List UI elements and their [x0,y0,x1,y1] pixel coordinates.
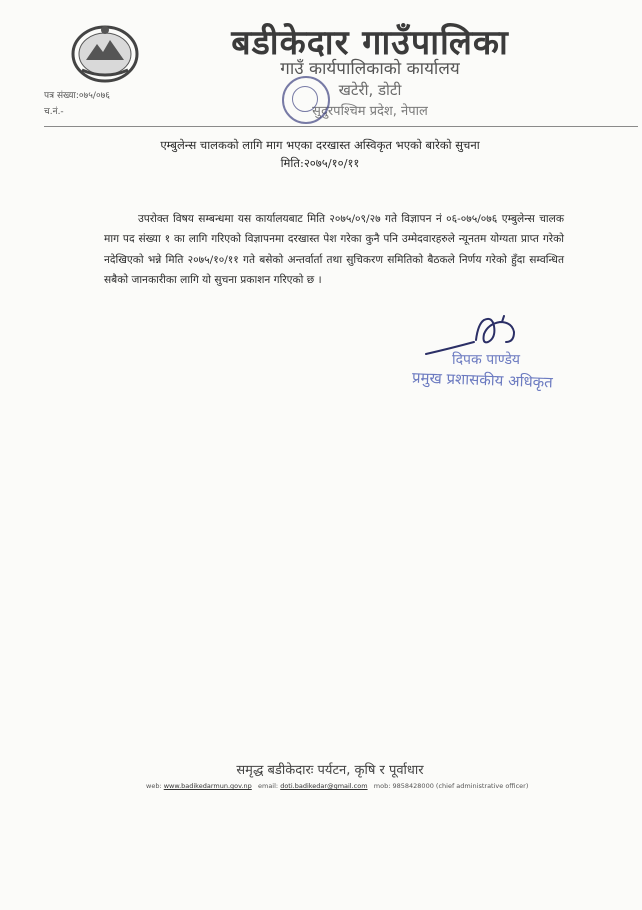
notice-date: मिति:२०७५/१०/११ [280,156,360,170]
notice-body: उपरोक्त विषय सम्बन्धमा यस कार्यालयबाट मिति २०७५/०९/२७ गते विज्ञापन नं ०६-०७५/०७६ एम्बुलेन्स चालक माग पद संख्या १ का लागि गरिएको विज्ञापनमा दरखास्त पेश गरेका कुनै पनि उम्मेदवारहरुले न्यूनतम योग्यता प्राप्त गरेको नदेखिएको भन्ने मिति २०७५/१०/११ गते बसेको अन्तर्वार्ता तथा सुचिकरण समितिको बैठकले निर्णय गरेको हुँदा सम्वन्धित सबैको जानकारीका लागि यो सुचना प्रकाशन गरिएको छ । [104,212,564,287]
footer-contact [146,782,528,790]
website-link[interactable]: www.badikedarmun.gov.np [163,782,252,790]
email-link[interactable]: doti.badikedar@gmail.com [280,782,368,790]
signatory-title: प्रमुख प्रशासकीय अधिकृत [411,368,554,392]
mobile-number: 9858428000 (chief administrative officer) [392,782,529,790]
mobile-label: mob: [373,782,391,790]
office-province: सुदुरपश्चिम प्रदेश, नेपाल [312,104,428,119]
office-location: खटेरी, डोटी [338,81,402,99]
footer-slogan: समृद्ध बडीकेदारः पर्यटन, कृषि र पूर्वाधार [236,763,424,778]
nepal-emblem-icon [70,22,140,84]
header-divider [44,126,638,127]
signatory-name: दिपक पाण्डेय [452,352,521,368]
web-label: web: [146,782,162,790]
reference-number: पत्र संख्या:०७५/०७६ [44,91,110,101]
office-name: बडीकेदार गाउँपालिका [231,23,509,63]
notice-subject: एम्बुलेन्स चालकको लागि माग भएका दरखास्त अस्विकृत भएको बारेको सुचना [160,138,480,152]
office-type: गाउँ कार्यपालिकाको कार्यालय [280,59,460,79]
dispatch-number: च.नं.- [44,107,64,117]
email-label: email: [257,782,279,790]
office-stamp [282,76,330,124]
